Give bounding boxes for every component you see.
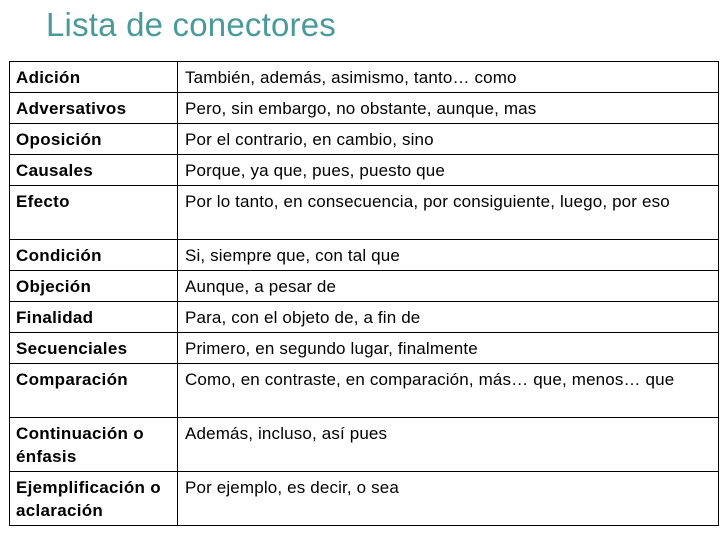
category-cell: Objeción (10, 271, 178, 302)
connectors-cell: Para, con el objeto de, a fin de (178, 302, 719, 333)
category-cell: Oposición (10, 124, 178, 155)
connectors-cell: Por el contrario, en cambio, sino (178, 124, 719, 155)
connectors-cell: También, además, asimismo, tanto… como (178, 62, 719, 93)
category-cell: Adición (10, 62, 178, 93)
connectors-cell: Por ejemplo, es decir, o sea (178, 472, 719, 526)
table-row (10, 186, 719, 240)
connectors-cell: Pero, sin embargo, no obstante, aunque, mas (178, 93, 719, 124)
category-cell: Condición (10, 240, 178, 271)
table-row (10, 302, 719, 333)
category-cell: Causales (10, 155, 178, 186)
slide-title: Lista de conectores (46, 6, 336, 43)
connectors-cell: Además, incluso, así pues (178, 418, 719, 472)
category-cell: Adversativos (10, 93, 178, 124)
category-cell: Finalidad (10, 302, 178, 333)
category-cell: Efecto (10, 186, 178, 240)
connectors-cell: Si, siempre que, con tal que (178, 240, 719, 271)
table-row (10, 364, 719, 418)
table-row (10, 62, 719, 93)
table-row (10, 155, 719, 186)
table-row (10, 472, 719, 526)
connectors-cell: Porque, ya que, pues, puesto que (178, 155, 719, 186)
connectors-cell: Primero, en segundo lugar, finalmente (178, 333, 719, 364)
category-cell: Secuenciales (10, 333, 178, 364)
table-row (10, 333, 719, 364)
table-row (10, 93, 719, 124)
category-cell: Continuación o énfasis (10, 418, 178, 472)
category-cell: Comparación (10, 364, 178, 418)
connectors-cell: Como, en contraste, en comparación, más… que, menos… que (178, 364, 719, 418)
connectors-cell: Aunque, a pesar de (178, 271, 719, 302)
category-cell: Ejemplificación o aclaración (10, 472, 178, 526)
connectors-cell: Por lo tanto, en consecuencia, por consiguiente, luego, por eso (178, 186, 719, 240)
connectors-table (9, 61, 719, 526)
table-row (10, 418, 719, 472)
table-row (10, 271, 719, 302)
table-row (10, 124, 719, 155)
table-row (10, 240, 719, 271)
